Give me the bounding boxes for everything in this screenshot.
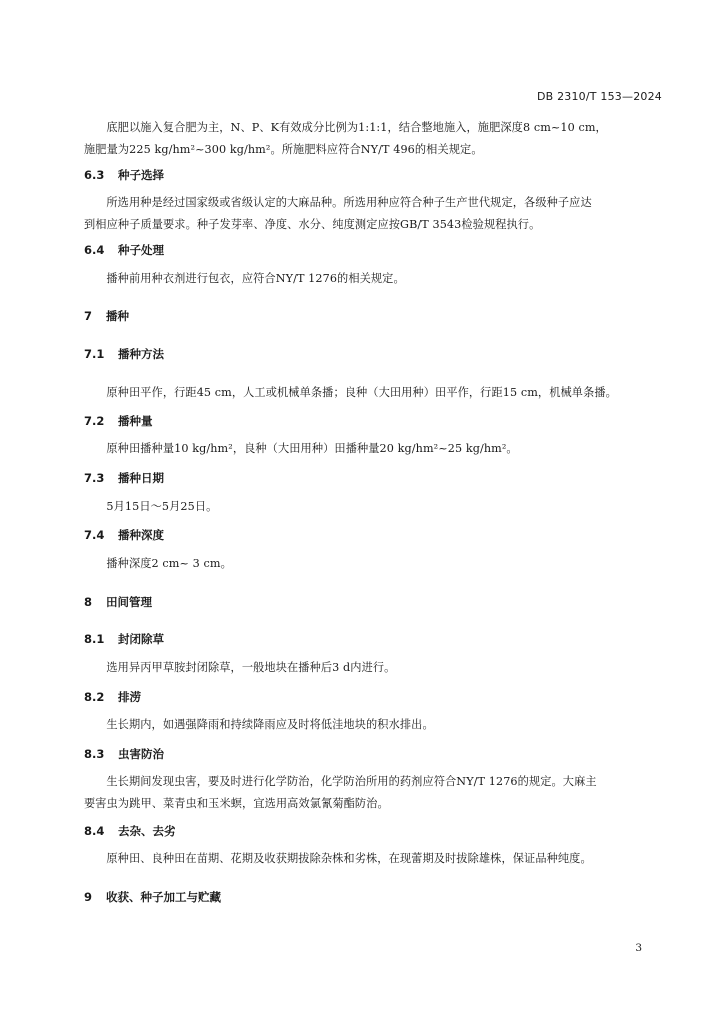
section-title: 虫害防治 bbox=[118, 747, 164, 761]
paragraph-pest-control bbox=[84, 771, 662, 815]
section-heading-7-2 bbox=[84, 412, 662, 430]
text-line: 5月15日～5月25日。 bbox=[106, 500, 218, 513]
section-number: 8.2 bbox=[84, 690, 105, 704]
paragraph-weed-control bbox=[84, 657, 662, 679]
section-title: 排涝 bbox=[118, 690, 141, 704]
document-code: DB 2310/T 153—2024 bbox=[536, 90, 662, 103]
text-line: 播种前用种衣剂进行包衣，应符合NY/T 1276的相关规定。 bbox=[106, 272, 405, 285]
section-heading-8-4 bbox=[84, 822, 662, 840]
section-heading-7-1 bbox=[84, 345, 662, 363]
section-heading-6-3 bbox=[84, 166, 662, 184]
section-title: 田间管理 bbox=[106, 595, 152, 609]
section-title: 播种方法 bbox=[118, 347, 164, 361]
text-line: 生长期内，如遇强降雨和持续降雨应及时将低洼地块的积水排出。 bbox=[106, 718, 434, 731]
section-number: 7.2 bbox=[84, 414, 105, 428]
section-number: 6.4 bbox=[84, 243, 105, 257]
text-line: 原种田播种量10 kg/hm²，良种（大田用种）田播种量20 kg/hm²~25 kg/hm²。 bbox=[106, 442, 518, 455]
section-number: 8.1 bbox=[84, 632, 105, 646]
section-title: 去杂、去劣 bbox=[118, 824, 176, 838]
section-title: 种子处理 bbox=[118, 243, 164, 257]
paragraph-seed-treatment bbox=[84, 268, 662, 290]
paragraph-base-fertilizer bbox=[84, 117, 662, 161]
section-heading-9 bbox=[84, 888, 662, 906]
paragraph-sowing-date bbox=[84, 496, 662, 518]
section-number: 7.1 bbox=[84, 347, 105, 361]
text-line: 原种田、良种田在苗期、花期及收获期拔除杂株和劣株，在现蕾期及时拔除雄株，保证品种纯度。 bbox=[106, 852, 592, 865]
text-line: 到相应种子质量要求。种子发芽率、净度、水分、纯度测定应按GB/T 3543检验规程执行。 bbox=[84, 218, 541, 231]
section-heading-7-4 bbox=[84, 526, 662, 544]
section-heading-8-2 bbox=[84, 688, 662, 706]
section-number: 7.3 bbox=[84, 471, 105, 485]
paragraph-seed-selection bbox=[84, 192, 662, 236]
text-line: 要害虫为跳甲、菜青虫和玉米螟，宜选用高效氯氰菊酯防治。 bbox=[84, 797, 389, 810]
section-title: 种子选择 bbox=[118, 168, 164, 182]
paragraph-sowing-method bbox=[84, 382, 662, 404]
paragraph-sowing-amount bbox=[84, 438, 662, 460]
section-title: 播种 bbox=[106, 309, 129, 323]
section-number: 8.4 bbox=[84, 824, 105, 838]
paragraph-rogueing bbox=[84, 848, 662, 870]
text-line: 选用异丙甲草胺封闭除草，一般地块在播种后3 d内进行。 bbox=[106, 661, 396, 674]
section-title: 播种深度 bbox=[118, 528, 164, 542]
section-title: 封闭除草 bbox=[118, 632, 164, 646]
section-number: 8.3 bbox=[84, 747, 105, 761]
text-line: 所选用种是经过国家级或省级认定的大麻品种。所选用种应符合种子生产世代规定，各级种子应达 bbox=[106, 196, 592, 209]
section-heading-7 bbox=[84, 307, 662, 325]
section-title: 收获、种子加工与贮藏 bbox=[106, 890, 221, 904]
section-heading-7-3 bbox=[84, 469, 662, 487]
text-line: 生长期间发现虫害，要及时进行化学防治，化学防治所用的药剂应符合NY/T 1276的规定。大麻主 bbox=[106, 775, 597, 788]
section-number: 9 bbox=[84, 890, 93, 904]
text-line: 底肥以施入复合肥为主，N、P、K有效成分比例为1:1:1，结合整地施入，施肥深度8 cm~10 cm， bbox=[106, 121, 607, 134]
text-line: 原种田平作，行距45 cm，人工或机械单条播；良种（大田用种）田平作，行距15 cm，机械单条播。 bbox=[106, 386, 617, 399]
text-line: 施肥量为225 kg/hm²~300 kg/hm²。所施肥料应符合NY/T 496的相关规定。 bbox=[84, 143, 483, 156]
section-heading-6-4 bbox=[84, 241, 662, 259]
page-number: 3 bbox=[635, 942, 642, 954]
section-heading-8 bbox=[84, 593, 662, 611]
section-number: 7.4 bbox=[84, 528, 105, 542]
paragraph-drainage bbox=[84, 714, 662, 736]
section-title: 播种量 bbox=[118, 414, 153, 428]
section-number: 8 bbox=[84, 595, 93, 609]
section-heading-8-1 bbox=[84, 630, 662, 648]
section-title: 播种日期 bbox=[118, 471, 164, 485]
section-number: 6.3 bbox=[84, 168, 105, 182]
text-line: 播种深度2 cm~ 3 cm。 bbox=[106, 557, 232, 570]
section-number: 7 bbox=[84, 309, 93, 323]
section-heading-8-3 bbox=[84, 745, 662, 763]
paragraph-sowing-depth bbox=[84, 553, 662, 575]
